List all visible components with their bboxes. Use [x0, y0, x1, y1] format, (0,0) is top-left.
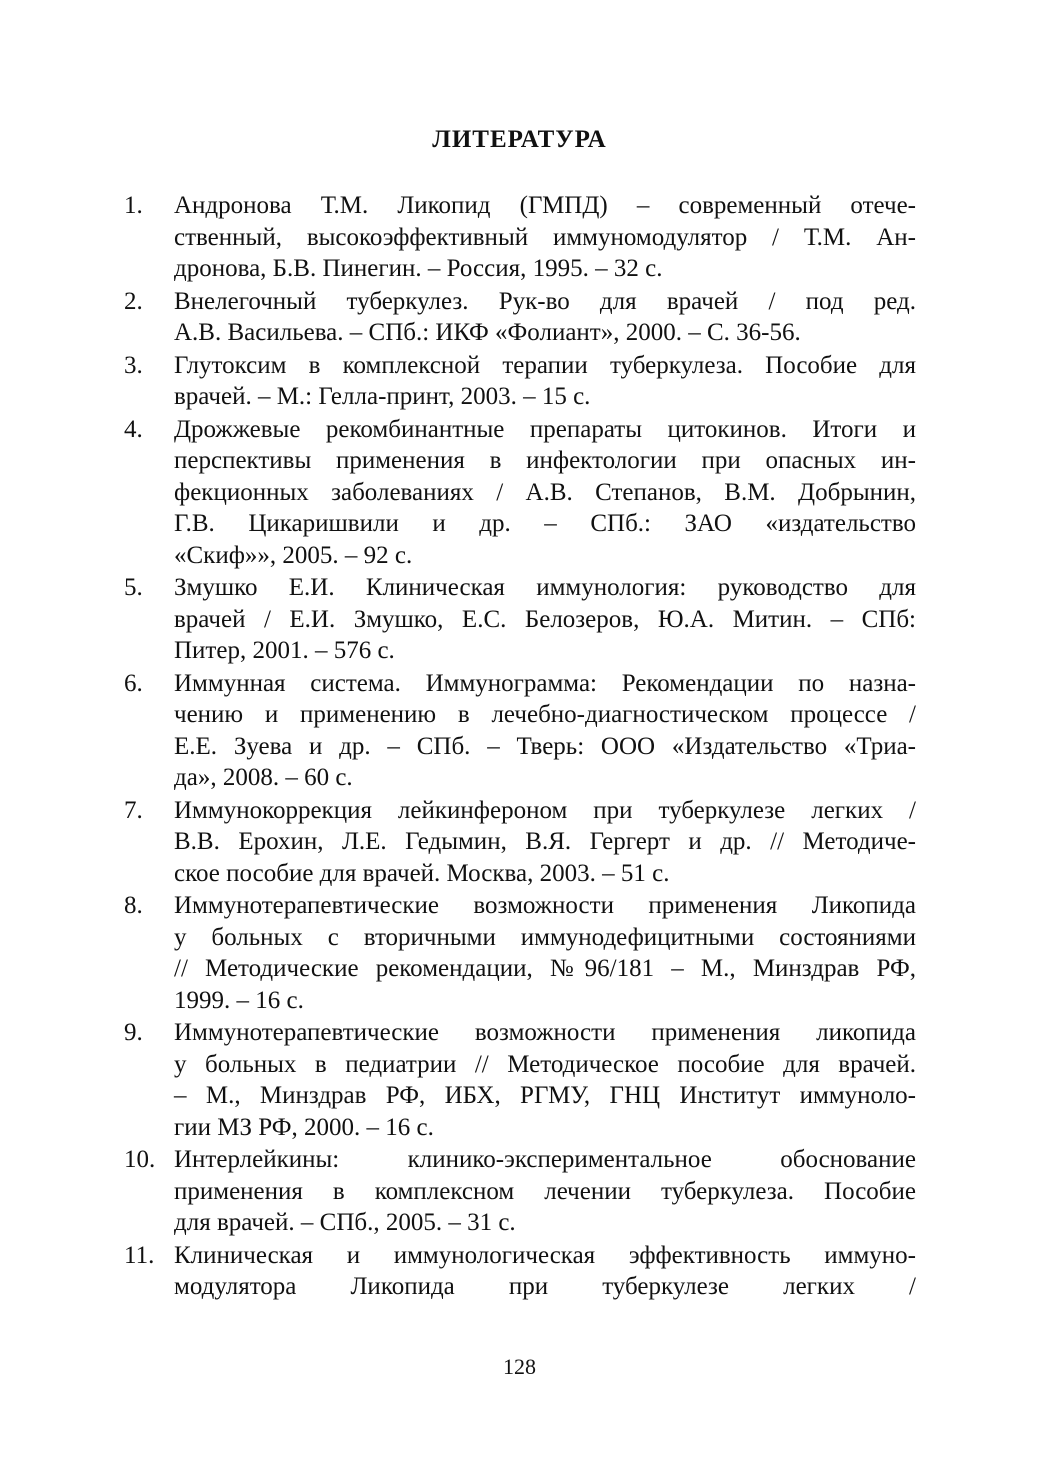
reference-text — [174, 1240, 916, 1303]
reference-line: врачей. – М.: Гелла-принт, 2003. – 15 с. — [174, 383, 591, 410]
reference-text — [174, 286, 916, 349]
reference-item — [124, 890, 916, 1016]
reference-item — [124, 350, 916, 413]
page-heading: ЛИТЕРАТУРА — [432, 126, 607, 153]
reference-line: Андронова Т.М. Ликопид (ГМПД) – современный отече- — [174, 192, 916, 219]
reference-line: Дрожжевые рекомбинантные препараты цитокинов. Итоги и — [174, 415, 916, 443]
reference-line: «Скиф»», 2005. – 92 с. — [174, 541, 413, 569]
reference-line: А.В. Васильева. – СПб.: ИКФ «Фолиант», 2000. – С. 36-56. — [174, 319, 801, 346]
reference-line: Интерлейкины: клинико-экспериментальное обоснование — [174, 1146, 916, 1173]
reference-number: 5. — [124, 574, 143, 601]
reference-text — [174, 795, 916, 890]
reference-item — [124, 1240, 916, 1303]
reference-text — [174, 1144, 916, 1239]
reference-line: дронова, Б.В. Пинегин. – Россия, 1995. – 32 с. — [174, 255, 663, 282]
reference-line: да», 2008. – 60 с. — [174, 764, 353, 791]
reference-number: 2. — [124, 287, 143, 315]
reference-number: 7. — [124, 796, 143, 824]
reference-line: Г.В. Цикаришвили и др. – СПб.: ЗАО «издательство — [174, 510, 916, 537]
reference-number: 1. — [124, 192, 143, 219]
reference-line: Питер, 2001. – 576 с. — [174, 637, 395, 664]
reference-line: перспективы применения в инфектологии при опасных ин- — [174, 447, 916, 474]
reference-number: 10. — [124, 1146, 156, 1173]
reference-text — [174, 668, 916, 794]
reference-line: 1999. – 16 с. — [174, 986, 304, 1014]
reference-line: ское пособие для врачей. Москва, 2003. – 51 с. — [174, 859, 670, 887]
reference-line: Иммунокоррекция лейкинфероном при туберкулезе легких / — [174, 796, 916, 824]
reference-text — [174, 350, 916, 413]
reference-line: Глутоксим в комплексной терапии туберкулеза. Пособие для — [174, 351, 916, 379]
reference-item — [124, 668, 916, 794]
reference-item — [124, 414, 916, 572]
reference-text — [174, 890, 916, 1016]
reference-line: // Методические рекомендации, №96/181 – М., Минздрав РФ, — [174, 955, 916, 982]
page-number: 128 — [503, 1354, 536, 1379]
reference-item — [124, 286, 916, 349]
reference-line: Иммунотерапевтические возможности применения Ликопида — [174, 892, 916, 919]
reference-line: Клиническая и иммунологическая эффективность иммуно- — [174, 1241, 916, 1269]
reference-number: 8. — [124, 892, 143, 919]
reference-item — [124, 572, 916, 667]
reference-line: – М., Минздрав РФ, ИБХ, РГМУ, ГНЦ Институт иммуноло- — [174, 1082, 916, 1109]
reference-number: 4. — [124, 415, 143, 443]
reference-line: у больных с вторичными иммунодефицитными состояниями — [174, 923, 916, 951]
reference-line: Змушко Е.И. Клиническая иммунология: руководство для — [174, 574, 916, 601]
reference-text — [174, 190, 916, 285]
reference-number: 3. — [124, 351, 143, 379]
reference-text — [174, 1017, 916, 1143]
reference-item — [124, 190, 916, 285]
reference-line: ственный, высокоэффективный иммуномодулятор / Т.М. Ан- — [174, 223, 916, 251]
reference-line: для врачей. – СПб., 2005. – 31 с. — [174, 1209, 516, 1236]
reference-line: модулятора Ликопида при туберкулезе легких / — [174, 1273, 916, 1300]
reference-line: Иммунная система. Иммунограмма: Рекомендации по назна- — [174, 669, 916, 697]
reference-line: врачей / Е.И. Змушко, Е.С. Белозеров, Ю.А. Митин. – СПб: — [174, 605, 916, 633]
reference-text — [174, 414, 916, 572]
reference-number: 9. — [124, 1019, 143, 1046]
reference-item — [124, 1144, 916, 1239]
reference-number: 11. — [124, 1241, 155, 1269]
reference-list — [124, 190, 916, 1304]
reference-text — [174, 572, 916, 667]
reference-item — [124, 1017, 916, 1143]
reference-line: чению и применению в лечебно-диагностическом процессе / — [174, 701, 916, 728]
reference-line: применения в комплексном лечении туберкулеза. Пособие — [174, 1177, 916, 1205]
reference-line: В.В. Ерохин, Л.Е. Гедымин, В.Я. Гергерт и др. // Методиче- — [174, 828, 916, 855]
reference-line: Внелегочный туберкулез. Рук-во для врачей / под ред. — [174, 287, 916, 315]
reference-item — [124, 795, 916, 890]
reference-line: Е.Е. Зуева и др. – СПб. – Тверь: ООО «Издательство «Триа- — [174, 732, 916, 760]
reference-line: фекционных заболеваниях / А.В. Степанов, В.М. Добрынин, — [174, 478, 916, 506]
reference-line: Иммунотерапевтические возможности применения ликопида — [174, 1019, 916, 1046]
reference-number: 6. — [124, 669, 143, 697]
reference-line: гии МЗ РФ, 2000. – 16 с. — [174, 1113, 434, 1141]
reference-line: у больных в педиатрии // Методическое пособие для врачей. — [174, 1050, 916, 1078]
